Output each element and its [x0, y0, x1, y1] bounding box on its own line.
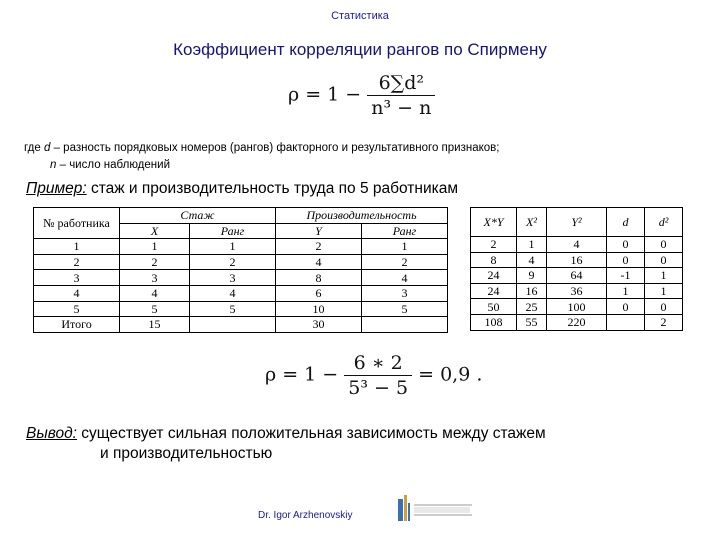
table-row: [471, 299, 683, 315]
definition-n: n – число наблюдений: [50, 159, 170, 171]
cell-x: 3: [120, 270, 190, 286]
cell-xy: 50: [471, 299, 517, 315]
calc-lhs: ρ = 1 −: [265, 363, 339, 386]
header-y-squared: Y²: [547, 208, 607, 237]
calc-denominator: 5³ − 5: [348, 377, 409, 399]
cell-worker: 3: [34, 270, 120, 286]
cell-d-squared: 0: [645, 299, 683, 315]
cell-d: 1: [607, 283, 645, 299]
cell-d: 0: [607, 237, 645, 253]
definition-d: где d – разность порядковых номеров (рангов) факторного и результативного признаков;: [24, 142, 500, 154]
table-row: [471, 283, 683, 299]
cell-rank-y: 4: [362, 270, 448, 286]
cell-x: 2: [120, 254, 190, 270]
cell-worker: 2: [34, 254, 120, 270]
cell-d-squared: 0: [645, 237, 683, 253]
cell-y-squared: 36: [547, 283, 607, 299]
table-row: [34, 301, 454, 317]
institute-logo: [396, 493, 476, 525]
cell-x-squared: 9: [517, 268, 547, 284]
header-d-squared: d²: [645, 208, 683, 237]
slide-header: Статистика: [331, 10, 389, 22]
cell-d-squared: 2: [645, 314, 683, 330]
cell-x-squared: 4: [517, 252, 547, 268]
cell-y: 8: [276, 270, 362, 286]
example-label: Пример:: [26, 180, 87, 197]
cell-d: 0: [607, 299, 645, 315]
table-row: [34, 270, 454, 286]
header-rank-x: Ранг: [190, 223, 276, 239]
rank-table: [33, 207, 454, 333]
variable-definitions: [24, 140, 499, 174]
cell-rank-x: 5: [190, 301, 276, 317]
spearman-formula: [288, 72, 435, 119]
header-xy: X*Y: [471, 208, 517, 237]
cell-x: 15: [120, 317, 190, 333]
cell-y: 2: [276, 239, 362, 255]
cell-d: [607, 314, 645, 330]
cell-rank-y: 3: [362, 285, 448, 301]
cell-y-squared: 220: [547, 314, 607, 330]
cell-d-squared: 1: [645, 283, 683, 299]
conclusion-line-1: Вывод: существует сильная положительная зависимость между стажем: [26, 425, 546, 442]
cell-x-squared: 25: [517, 299, 547, 315]
cell-y: 6: [276, 285, 362, 301]
cell-worker: 4: [34, 285, 120, 301]
cell-d-squared: 0: [645, 252, 683, 268]
conclusion-line-2: и производительностью: [100, 445, 273, 462]
conclusion-label: Вывод:: [26, 425, 77, 442]
example-text: стаж и производительность труда по 5 работникам: [86, 180, 459, 197]
cell-y-squared: 100: [547, 299, 607, 315]
rank-table-body: [34, 239, 454, 333]
formula-denominator: n³ − n: [371, 97, 432, 119]
example-heading: [26, 180, 458, 198]
header-experience: Стаж: [120, 208, 276, 224]
header-x: X: [120, 223, 190, 239]
cell-y-squared: 4: [547, 237, 607, 253]
cell-rank-x: 2: [190, 254, 276, 270]
cell-worker: 1: [34, 239, 120, 255]
calc-fraction: [344, 352, 412, 399]
cell-x: 4: [120, 285, 190, 301]
cell-rank-x: 4: [190, 285, 276, 301]
result-table-header-row: [471, 208, 683, 237]
cell-y: 4: [276, 254, 362, 270]
table-row: [34, 317, 454, 333]
result-table: [470, 207, 683, 331]
cell-rank-y: 5: [362, 301, 448, 317]
cell-rank-y: [362, 317, 448, 333]
rank-table-header-row: [34, 208, 454, 224]
cell-d: 0: [607, 252, 645, 268]
cell-rank-x: 3: [190, 270, 276, 286]
header-x-squared: X²: [517, 208, 547, 237]
cell-xy: 2: [471, 237, 517, 253]
header-worker: № работника: [34, 208, 120, 239]
slide-title: Коэффициент корреляции рангов по Спирмену: [173, 40, 547, 59]
cell-rank-y: 2: [362, 254, 448, 270]
cell-x: 5: [120, 301, 190, 317]
cell-xy: 108: [471, 314, 517, 330]
cell-x-squared: 16: [517, 283, 547, 299]
cell-xy: 24: [471, 268, 517, 284]
table-row: [34, 239, 454, 255]
result-table-body: [471, 237, 683, 331]
cell-y: 10: [276, 301, 362, 317]
var-n: n: [50, 159, 57, 171]
footer-author: Dr. Igor Arzhenovskiy: [258, 510, 353, 521]
cell-rank-y: 1: [362, 239, 448, 255]
calculation-formula: [265, 352, 482, 399]
conclusion: [26, 424, 546, 464]
table-row: [471, 314, 683, 330]
header-y: Y: [276, 223, 362, 239]
cell-d-squared: 1: [645, 268, 683, 284]
table-row: [34, 254, 454, 270]
formula-lhs: ρ = 1 −: [288, 83, 362, 106]
cell-y: 30: [276, 317, 362, 333]
header-d: d: [607, 208, 645, 237]
cell-x: 1: [120, 239, 190, 255]
table-row: [471, 268, 683, 284]
cell-worker: Итого: [34, 317, 120, 333]
table-row: [34, 285, 454, 301]
cell-rank-x: 1: [190, 239, 276, 255]
cell-x-squared: 55: [517, 314, 547, 330]
cell-xy: 8: [471, 252, 517, 268]
header-rank-y: Ранг: [362, 223, 448, 239]
cell-d: -1: [607, 268, 645, 284]
cell-x-squared: 1: [517, 237, 547, 253]
formula-numerator: 6∑d²: [367, 72, 435, 96]
var-d: d: [43, 142, 51, 154]
header-productivity: Производительность: [276, 208, 448, 224]
cell-y-squared: 16: [547, 252, 607, 268]
cell-y-squared: 64: [547, 268, 607, 284]
table-row: [471, 237, 683, 253]
table-row: [471, 252, 683, 268]
calc-numerator: 6 ∗ 2: [344, 352, 412, 376]
cell-worker: 5: [34, 301, 120, 317]
cell-rank-x: [190, 317, 276, 333]
cell-xy: 24: [471, 283, 517, 299]
formula-fraction: [367, 72, 435, 119]
calc-result: = 0,9 .: [418, 363, 483, 386]
